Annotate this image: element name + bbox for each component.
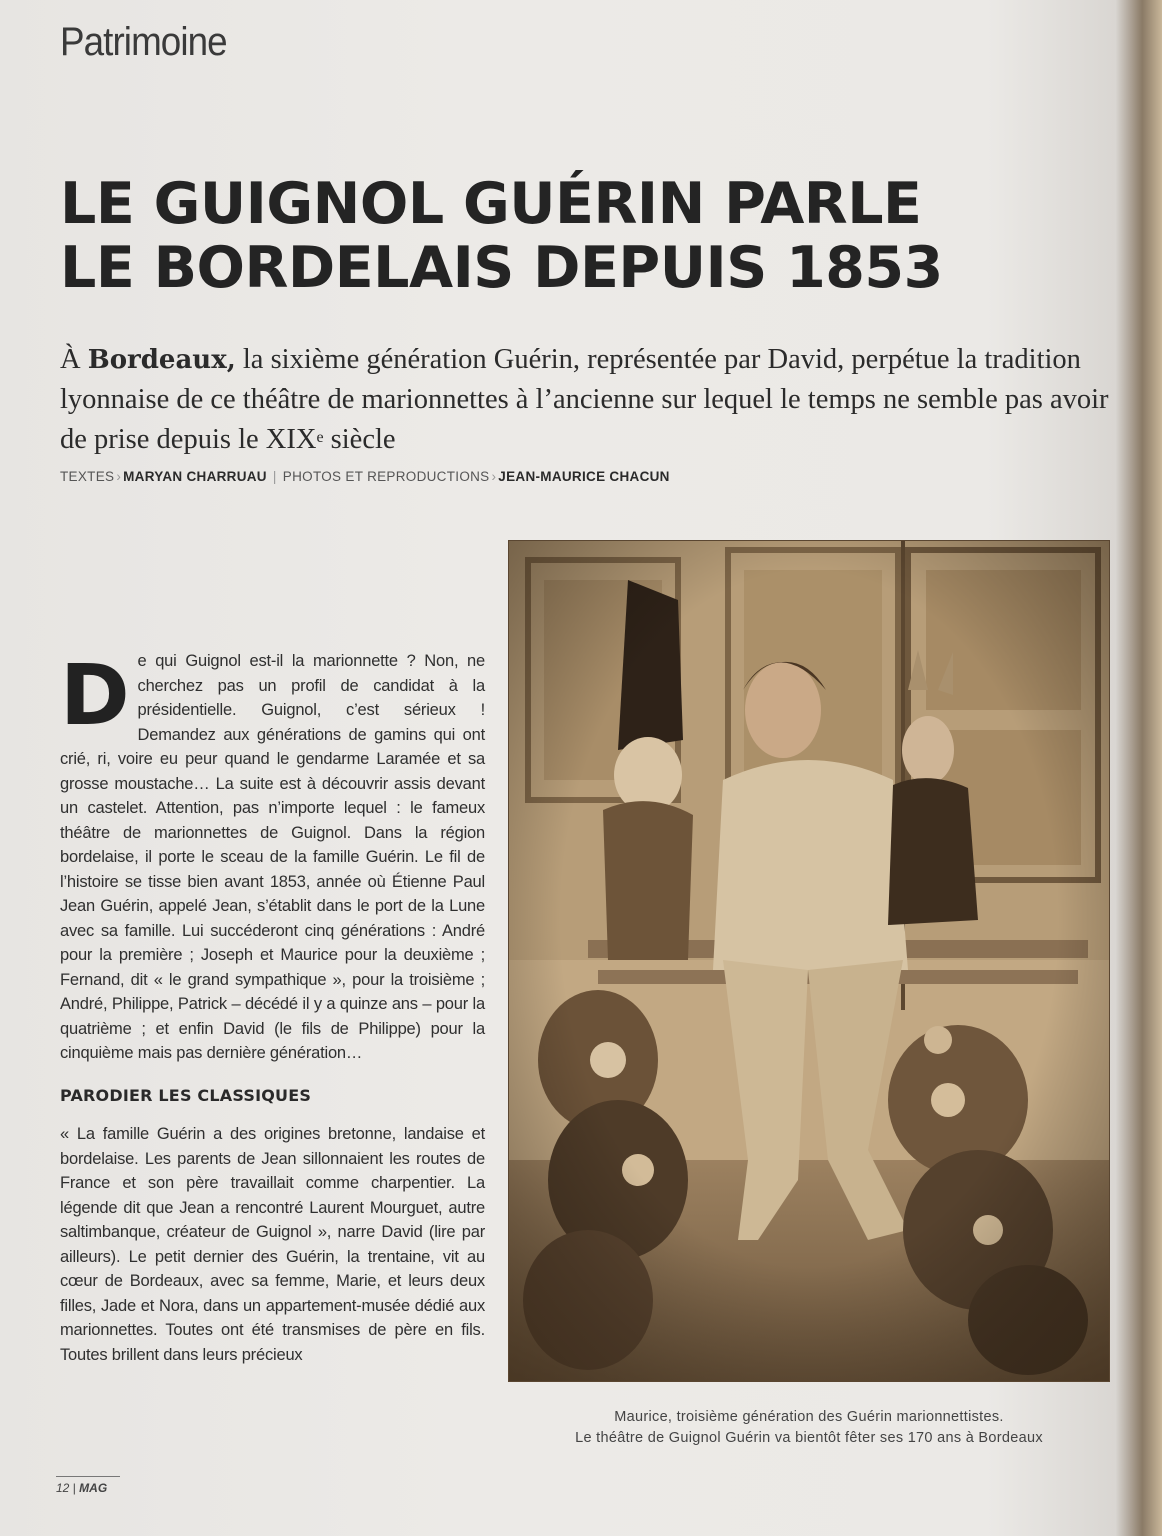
folio-divider [56,1476,120,1477]
photo-caption-line-2: Le théâtre de Guignol Guérin va bientôt fêter ses 170 ans à Bordeaux [575,1430,1043,1446]
magazine-name: MAG [79,1481,108,1495]
credits-photos-author: JEAN-MAURICE CHACUN [498,469,670,484]
photo-caption-line-1: Maurice, troisième génération des Guérin marionnettistes. [614,1409,1004,1425]
headline-line-2: LE BORDELAIS DEPUIS 1853 [60,235,943,301]
credits-line [60,469,670,484]
standfirst-century: XIX [265,424,317,455]
page-number: 12 [56,1481,70,1495]
article-paragraph-2: « La famille Guérin a des origines bretonne, landaise et bordelaise. Les parents de Jean sillonnaient les routes de France et son père travaillait comme charpentier. La légende dit que Jean a rencontré Laurent Mourguet, autre saltimbanque, créateur de Guignol », narre David (lire par ailleurs). Le petit dernier des Guérin, la trentaine, vit au cœur de Bordeaux, avec sa femme, Marie, et leurs deux filles, Jade et Nora, dans un appartement-musée dédié aux marionnettes. Toutes ont été transmises de père en fils. Toutes brillent dans leurs précieux [60,1125,485,1364]
credits-texts-label: TEXTES [60,469,115,484]
puppeteer-photo-illustration [508,540,1110,1382]
standfirst-place: Bordeaux, [87,345,236,375]
credits-texts-author: MARYAN CHARRUAU [123,469,267,484]
credits-photos-label: PHOTOS ET REPRODUCTIONS [282,469,490,484]
standfirst-text: la sixième génération Guérin, représentée par David, perpétue la tradition lyonnaise de ce théâtre de marionnettes à l’ancienne sur lequel le temps ne semble pas avoir de prise depuis le [60,344,1109,455]
article-paragraph-1: e qui Guignol est-il la marionnette ? Non, ne cherchez pas un profil de candidat à la présidentielle. Guignol, c’est sérieux ! Demandez aux générations de gamins qui ont crié, ri, voire eu peur quand le gendarme Laramée et sa grosse moustache… La suite est à découvrir assis devant un castelet. Attention, pas n’importe lequel : le fameux théâtre de marionnettes de Guignol. Dans la région bordelaise, il porte le sceau de la famille Guérin. Le fil de l’histoire se tisse bien avant 1853, année où Étienne Paul Jean Guérin, appelé Jean, s’établit dans le port de la Lune avec sa famille. Lui succéderont cinq générations : André pour la première ; Joseph et Maurice pour la deuxième ; Fernand, dit « le grand sympathique », pour la troisième ; André, Philippe, Patrick – décédé il y a quinze ans – pour la quatrième ; et enfin David (le fils de Philippe) pour la cinquième mais pas dernière génération… [60,652,485,1062]
credits-divider: | [268,469,281,484]
standfirst-lead: À [60,344,88,375]
standfirst-tail: siècle [323,424,396,455]
archival-photo [508,540,1110,1382]
chevron-right-icon: › [116,469,122,484]
standfirst [60,340,1120,460]
standfirst-century-sup: e [316,429,324,446]
headline-line-1: LE GUIGNOL GUÉRIN PARLE [60,171,922,237]
folio: 12 | MAG [56,1481,108,1495]
article-body [60,646,485,1367]
article-subheading: PARODIER LES CLASSIQUES [60,1085,312,1105]
chevron-right-icon: › [491,469,497,484]
photo-caption [508,1407,1110,1449]
drop-cap: D [60,646,130,744]
section-label: Patrimoine [60,20,227,64]
headline [60,172,1120,300]
